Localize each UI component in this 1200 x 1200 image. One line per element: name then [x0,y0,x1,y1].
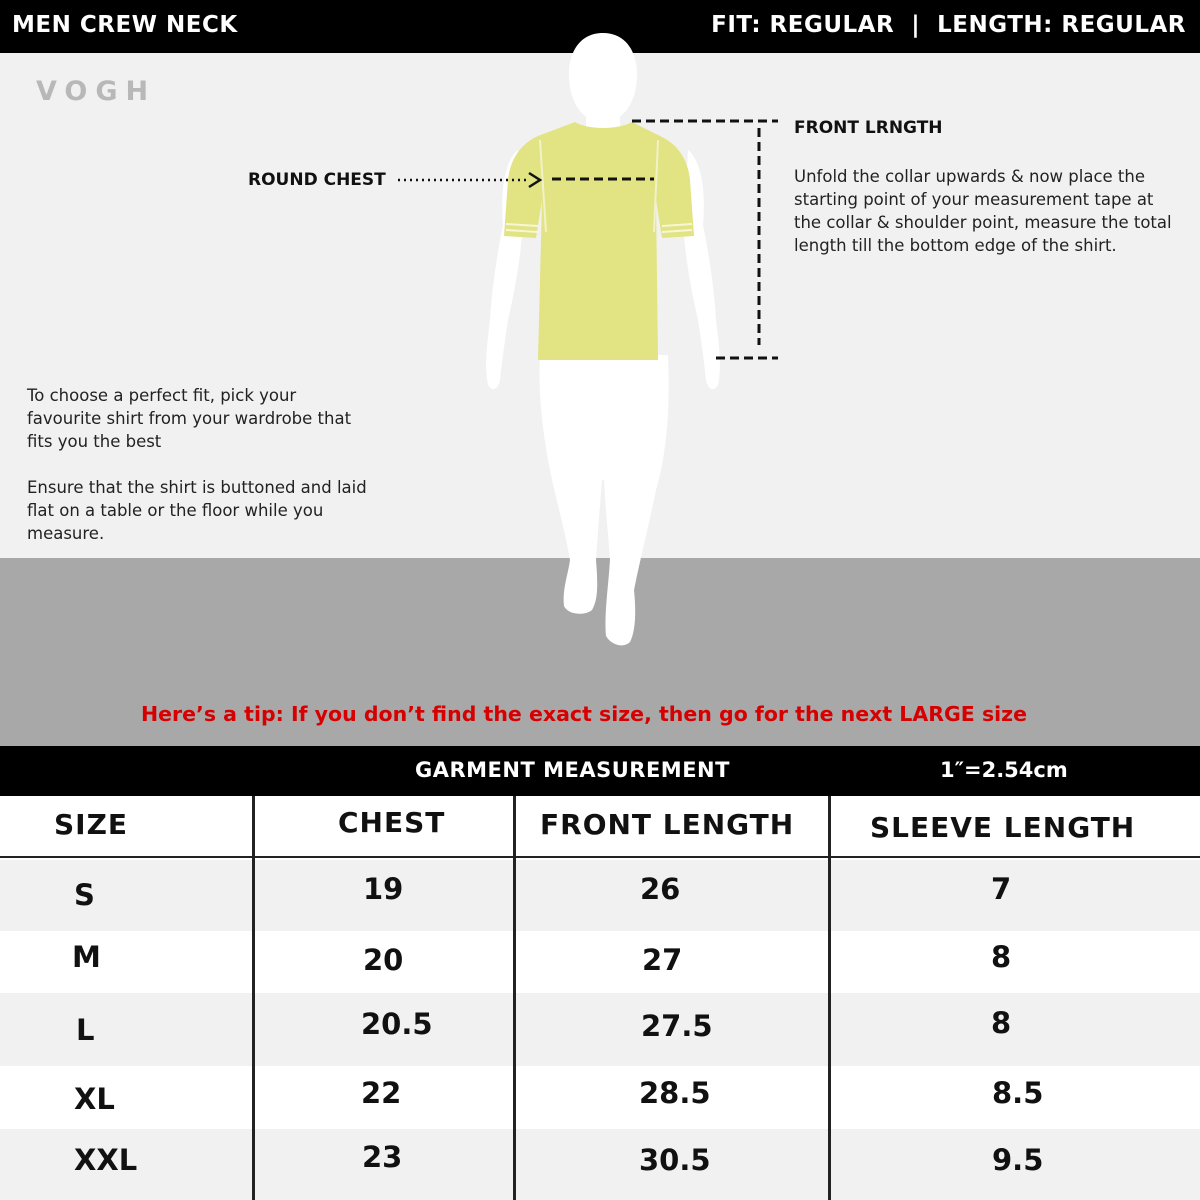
front-length-cell: 27.5 [641,1009,713,1043]
header-front-length: FRONT LENGTH [540,808,795,841]
header-chest: CHEST [338,806,446,839]
front-length-cell: 28.5 [639,1076,711,1110]
size-cell: L [76,1013,95,1047]
size-cell: XXL [74,1143,138,1177]
chest-cell: 19 [363,872,404,906]
size-tip: Here’s a tip: If you don’t find the exact size, then go for the next LARGE size [140,702,1028,726]
sleeve-length-cell: 8.5 [992,1076,1044,1110]
shirt-shape [504,122,694,360]
column-divider [252,796,255,1200]
size-table [0,796,1200,1200]
table-row [0,931,1200,993]
round-chest-label: ROUND CHEST [248,170,386,190]
legs-shape [539,355,668,645]
table-row [0,860,1200,931]
size-cell: XL [74,1082,115,1116]
fit-instructions [27,384,367,545]
size-cell: S [74,878,95,912]
header-size: SIZE [54,808,129,841]
front-length-description: Unfold the collar upwards & now place the starting point of your measurement tape at the collar & shoulder point, measure the total length till the bottom edge of the shirt. [794,167,1172,255]
sleeve-length-cell: 7 [991,872,1012,906]
table-row [0,1129,1200,1200]
table-row [0,1066,1200,1129]
chest-cell: 20.5 [361,1007,433,1041]
fit-info: FIT: REGULAR | LENGTH: REGULAR [711,12,1186,38]
front-length-cell: 26 [640,872,681,906]
instruction-2: Ensure that the shirt is buttoned and laid flat on a table or the floor while you measure. [27,478,367,543]
instruction-1: To choose a perfect fit, pick your favourite shirt from your wardrobe that fits you the best [27,386,352,451]
size-cell: M [72,940,101,974]
front-length-cell: 30.5 [639,1143,711,1177]
header-sleeve-length: SLEEVE LENGTH [870,811,1136,844]
product-title: MEN CREW NECK [12,12,238,38]
sleeve-length-cell: 8 [991,1006,1012,1040]
front-length-cell: 27 [642,943,683,977]
column-divider [828,796,831,1200]
table-header [0,796,1200,858]
chest-cell: 22 [361,1076,402,1110]
sleeve-length-cell: 8 [991,940,1012,974]
front-length-label: FRONT LRNGTH [794,118,943,138]
measurement-title: GARMENT MEASUREMENT [415,758,730,782]
chest-cell: 20 [363,943,404,977]
table-row [0,993,1200,1066]
sleeve-length-cell: 9.5 [992,1143,1044,1177]
brand-logo: VOGH [36,76,157,107]
column-divider [513,796,516,1200]
unit-conversion: 1″=2.54cm [940,758,1068,782]
chest-cell: 23 [362,1140,403,1174]
